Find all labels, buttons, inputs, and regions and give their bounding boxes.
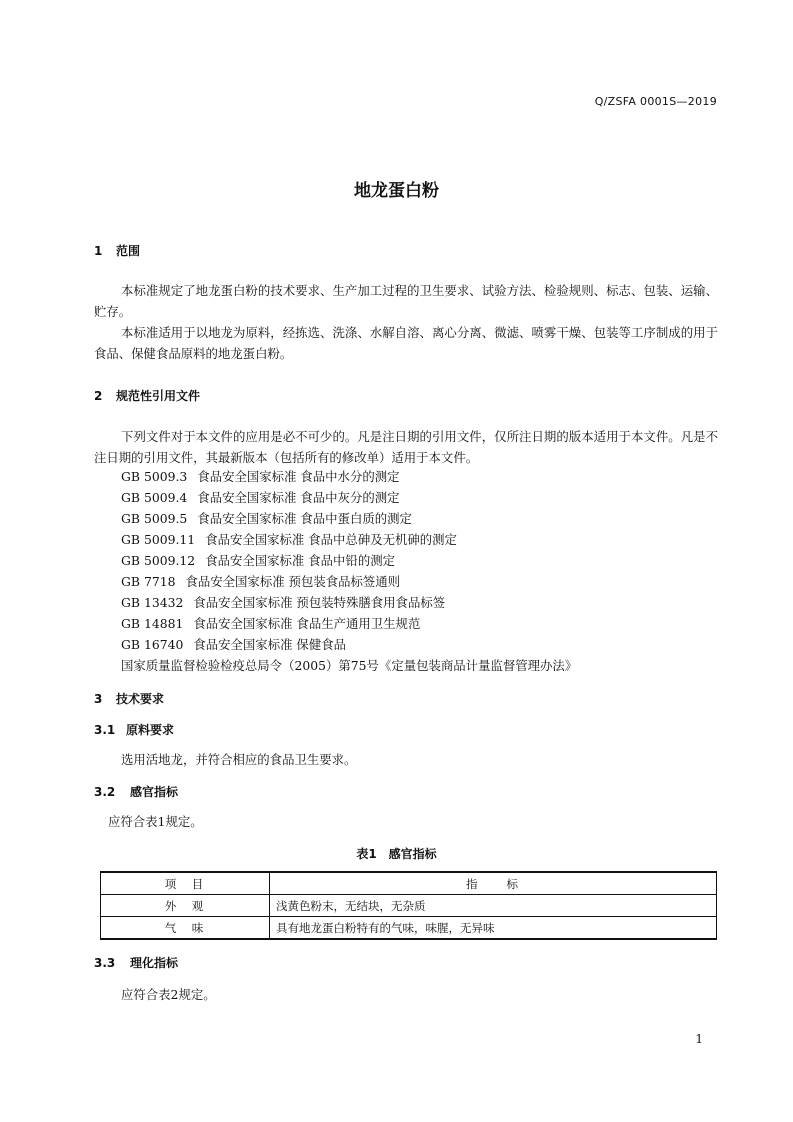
reference-title: 食品安全国家标准 食品中灰分的测定 xyxy=(197,490,400,505)
reference-code: GB 5009.11 xyxy=(121,532,196,547)
reference-title: 食品安全国家标准 食品生产通用卫生规范 xyxy=(193,616,421,631)
reference-item xyxy=(121,614,420,632)
section-1-heading xyxy=(94,242,140,259)
subsection-3-2-heading xyxy=(94,783,178,800)
reference-title: 食品安全国家标准 食品中蛋白质的测定 xyxy=(197,511,412,526)
reference-item xyxy=(121,593,445,611)
subsection-number: 3.1 xyxy=(94,723,116,737)
table-header-indicator: 指 标 xyxy=(270,872,717,895)
reference-item xyxy=(121,467,400,485)
page-number: 1 xyxy=(695,1032,703,1046)
reference-code: GB 7718 xyxy=(121,574,176,589)
subsection-title: 感官指标 xyxy=(130,785,179,799)
scope-paragraph-1: 本标准规定了地龙蛋白粉的技术要求、生产加工过程的卫生要求、试验方法、检验规则、标志、包装、运输、贮存。 xyxy=(94,283,718,319)
reference-item xyxy=(121,530,457,548)
reference-title: 食品安全国家标准 预包装特殊膳食用食品标签 xyxy=(193,595,446,610)
physicochemical-text: 应符合表2规定。 xyxy=(121,987,216,1002)
reference-code: GB 5009.5 xyxy=(121,511,188,526)
raw-material-text: 选用活地龙，并符合相应的食品卫生要求。 xyxy=(121,752,357,767)
subsection-title: 理化指标 xyxy=(130,956,179,970)
subsection-number: 3.3 xyxy=(94,956,116,970)
section-number: 1 xyxy=(94,244,103,258)
reference-item xyxy=(121,572,400,590)
reference-code: GB 13432 xyxy=(121,595,184,610)
reference-title: 食品安全国家标准 食品中铅的测定 xyxy=(205,553,395,568)
table-header-item: 项 目 xyxy=(101,872,270,895)
section-number: 2 xyxy=(94,389,103,403)
subsection-number: 3.2 xyxy=(94,785,116,799)
section-3-heading xyxy=(94,690,164,707)
table-header-row xyxy=(101,872,717,895)
reference-item xyxy=(121,635,346,653)
table-1-caption: 表1 感官指标 xyxy=(356,847,437,861)
reference-code: GB 5009.12 xyxy=(121,553,196,568)
reference-item xyxy=(121,551,395,569)
table-cell-indicator: 浅黄色粉末，无结块，无杂质 xyxy=(270,895,717,917)
references-intro: 下列文件对于本文件的应用是必不可少的。凡是注日期的引用文件，仅所注日期的版本适用于本文件。凡是不注日期的引用文件，其最新版本（包括所有的修改单）适用于本文件。 xyxy=(94,429,718,465)
reference-item xyxy=(121,509,412,527)
reference-item xyxy=(121,488,400,506)
section-title: 技术要求 xyxy=(116,692,165,706)
subsection-3-3-heading xyxy=(94,954,178,971)
scope-paragraph-2: 本标准适用于以地龙为原料，经拣选、洗涤、水解自溶、离心分离、微滤、喷雾干燥、包装等工序制成的用于食品、保健食品原料的地龙蛋白粉。 xyxy=(94,325,718,361)
reference-decree: 国家质量监督检验检疫总局令（2005）第75号《定量包装商品计量监督管理办法》 xyxy=(121,658,578,673)
section-2-heading xyxy=(94,387,200,404)
table-cell-indicator: 具有地龙蛋白粉特有的气味，味腥，无异味 xyxy=(270,917,717,940)
subsection-3-1-heading xyxy=(94,721,174,738)
section-title: 范围 xyxy=(116,244,141,258)
section-title: 规范性引用文件 xyxy=(116,389,201,403)
reference-title: 食品安全国家标准 保健食品 xyxy=(193,637,346,652)
sensory-table xyxy=(100,871,717,940)
standard-code: Q/ZSFA 0001S—2019 xyxy=(594,95,717,108)
reference-title: 食品安全国家标准 预包装食品标签通则 xyxy=(185,574,401,589)
subsection-title: 原料要求 xyxy=(126,723,175,737)
table-row xyxy=(101,895,717,917)
sensory-text: 应符合表1规定。 xyxy=(108,814,203,829)
reference-code: GB 16740 xyxy=(121,637,184,652)
reference-title: 食品安全国家标准 食品中水分的测定 xyxy=(197,469,400,484)
table-cell-item: 气 味 xyxy=(101,917,270,940)
table-cell-item: 外 观 xyxy=(101,895,270,917)
reference-code: GB 5009.4 xyxy=(121,490,188,505)
table-row xyxy=(101,917,717,940)
document-title: 地龙蛋白粉 xyxy=(354,181,439,201)
reference-code: GB 5009.3 xyxy=(121,469,188,484)
reference-title: 食品安全国家标准 食品中总砷及无机砷的测定 xyxy=(205,532,457,547)
section-number: 3 xyxy=(94,692,103,706)
reference-code: GB 14881 xyxy=(121,616,184,631)
